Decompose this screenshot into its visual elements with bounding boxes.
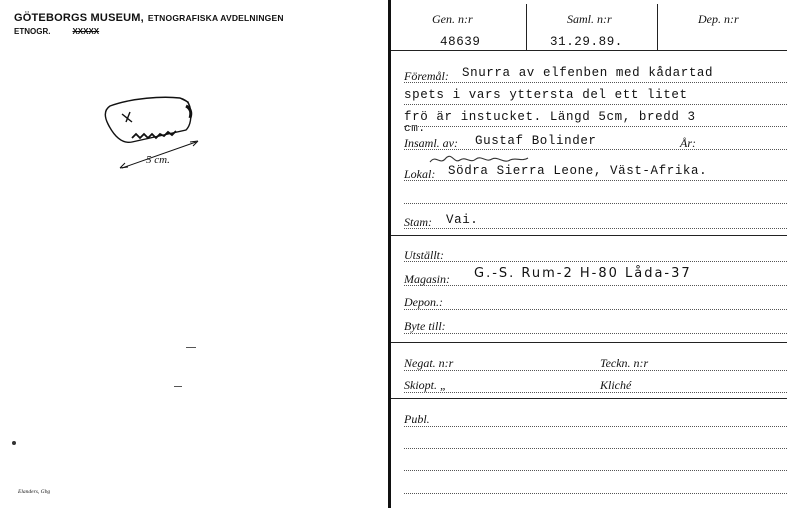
insaml-value: Gustaf Bolinder — [475, 134, 597, 148]
utstallt-label: Utställt: — [404, 248, 445, 262]
foremal-line-4: cm. — [404, 123, 426, 135]
field-line — [404, 370, 787, 371]
insaml-label: Insaml. av: — [404, 136, 458, 150]
field-line — [404, 228, 787, 229]
department-name: ETNOGRAFISKA AVDELNINGEN — [147, 13, 284, 23]
header-separator — [526, 4, 527, 50]
field-line — [404, 126, 787, 127]
field-line — [404, 149, 787, 150]
saml-nr-value: 31.29.89. — [550, 35, 623, 49]
publ-label: Publ. — [404, 412, 430, 426]
magasin-label: Magasin: — [404, 272, 450, 286]
negat-label: Negat. n:r — [404, 356, 454, 370]
section-rule — [391, 398, 787, 399]
dep-nr-label: Dep. n:r — [698, 12, 739, 26]
etnogr-label: ETNOGR. — [14, 27, 51, 36]
field-line — [404, 104, 787, 105]
header-separator — [657, 4, 658, 50]
field-line — [404, 333, 787, 334]
stray-mark — [174, 386, 182, 387]
foremal-label: Föremål: — [404, 69, 449, 83]
section-rule — [391, 342, 787, 343]
section-rule — [391, 235, 787, 236]
cliche-label: Kliché — [600, 378, 632, 392]
museum-header — [14, 12, 284, 24]
stray-mark — [186, 347, 196, 348]
byte-label: Byte till: — [404, 319, 446, 333]
field-line — [404, 261, 787, 262]
foremal-line-1: Snurra av elfenben med kådartad — [462, 66, 714, 80]
museum-name: GÖTEBORGS MUSEUM, — [14, 12, 144, 24]
field-line — [404, 392, 787, 393]
sketch-measure: 5 cm. — [146, 154, 170, 166]
gen-nr-label: Gen. n:r — [432, 12, 473, 26]
magasin-value: G.-S. Rum-2 H-80 Låda-37 — [474, 266, 692, 281]
field-line — [404, 470, 787, 471]
object-sketch-icon — [92, 92, 222, 182]
lokal-label: Lokal: — [404, 167, 436, 181]
stam-label: Stam: — [404, 215, 432, 229]
field-line — [404, 82, 787, 83]
etnogr-line — [14, 27, 99, 36]
ar-label: År: — [680, 136, 696, 150]
field-line — [404, 180, 787, 181]
field-line — [404, 493, 787, 494]
skiopt-label: Skiopt. „ — [404, 378, 447, 392]
teckn-label: Teckn. n:r — [600, 356, 649, 370]
field-line — [404, 448, 787, 449]
field-line — [404, 309, 787, 310]
field-line — [404, 285, 787, 286]
foremal-line-2: spets i vars yttersta del ett litet — [404, 88, 688, 102]
struck-label: XXXXX — [72, 27, 100, 36]
lokal-value: Södra Sierra Leone, Väst-Afrika. — [448, 164, 708, 178]
printer-credit: Elanders, Gbg — [18, 489, 51, 495]
field-line — [404, 203, 787, 204]
field-line — [404, 426, 787, 427]
depon-label: Depon.: — [404, 295, 443, 309]
stam-value: Vai. — [446, 213, 479, 227]
foremal-line-3: frö är instucket. Längd 5cm, bredd 3 — [404, 110, 696, 124]
saml-nr-label: Saml. n:r — [567, 12, 612, 26]
gen-nr-value: 48639 — [440, 35, 481, 49]
header-rule — [391, 50, 787, 51]
card-divider — [388, 0, 391, 508]
stray-mark — [12, 441, 16, 445]
